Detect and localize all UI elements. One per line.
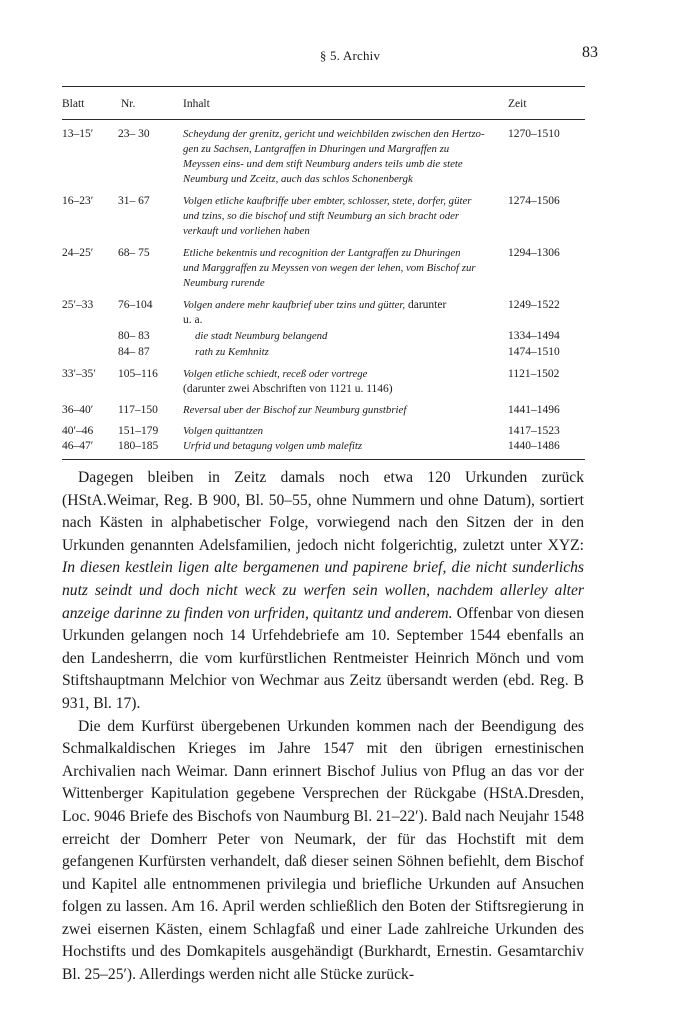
cell-inhalt [183, 127, 493, 187]
inhalt-line: verkauft und vorliehen haben [183, 225, 310, 237]
cell-nr: 105–116 [118, 368, 158, 380]
cell-inhalt [183, 298, 493, 328]
paragraph: Die dem Kurfürst übergebenen Urkunden kommen nach der Beendigung des Schmalkaldischen Krieges im Jahre 1547 mit den übrigen ernestinischen Archivalien nach Weimar. Dann erinnert Bischof Julius von Pflug an das vor der Wittenberger Kapitulation gegebene Versprechen der Rückgabe (HStA.Dresden, Loc. 9046 Briefe des Bischofs von Naumburg Bl. 21–22′). Bald nach Neujahr 1548 erreicht der Domherr Peter von Neumark, der für das Hochstift mit dem gefangenen Kurfürsten verhandelt, daß dieser seinen Söhnen befiehlt, dem Bischof und Kapitel alle entnommenen privilegia und briefliche Urkunden auf Ansuchen folgen zu lassen. Am 16. April werden schließlich den Boten der Stiftsregierung in zwei eisernen Kästen, einem Schlagfaß und einer Lade zahlreiche Urkunden des Hochstifts und des Domkapitels ausgehändigt (Burkhardt, Ernestin. Gesamtarchiv Bl. 25–25′). Allerdings werden nicht alle Stücke zurück- [62, 717, 584, 984]
inhalt-italic: Volgen etliche schiedt, receß oder vortrege [183, 368, 368, 380]
cell-blatt: 46–47′ [62, 440, 94, 452]
cell-blatt: 25′–33 [62, 299, 94, 311]
cell-inhalt: Reversal uber der Bischof zur Neumburg gunstbrief [183, 404, 407, 416]
cell-inhalt: Urfrid und betagung volgen umb malefitz [183, 440, 363, 452]
column-header-nr: Nr. [121, 98, 136, 110]
top-rule [62, 86, 585, 87]
cell-inhalt: rath zu Kemhnitz [195, 346, 269, 358]
inhalt-roman-line: u. a. [183, 314, 203, 326]
cell-blatt: 40′–46 [62, 425, 94, 437]
paragraph-text: Offenbar von diesen Urkunden gelangen noch 14 Urfehdebriefe am 10. September 1544 ebenfalls an den Landesherrn, die vom kurfürstlichen Rentmeister Heinrich Mönch und vom Stiftshauptmann Melchior von Wechmar aus Zeitz übersandt werden (ebd. Reg. B 931, Bl. 17). [62, 604, 584, 712]
inhalt-italic: Volgen andere mehr kaufbrief uber tzins und gütter, [183, 299, 406, 311]
cell-nr: 31– 67 [118, 195, 150, 207]
cell-inhalt: die stadt Neumburg belangend [195, 330, 328, 342]
body-text [62, 467, 584, 987]
inhalt-line: und Marggraffen zu Meyssen von wegen der lehen, vom Bischof zur [183, 262, 476, 274]
inhalt-line: Neumburg rurende [183, 277, 265, 289]
table-header [0, 98, 700, 114]
cell-blatt: 13–15′ [62, 128, 94, 140]
inhalt-line: Volgen etliche kaufbriffe uber embter, schlosser, stete, dorfer, güter [183, 195, 472, 207]
inhalt-line: Neumburg und Zceitz, auch das schlos Schonenbergk [183, 173, 413, 185]
cell-zeit: 1441–1496 [508, 404, 560, 416]
cell-nr: 180–185 [118, 440, 159, 452]
cell-zeit: 1294–1306 [508, 247, 560, 259]
column-header-inhalt: Inhalt [183, 98, 210, 110]
cell-zeit: 1249–1522 [508, 299, 560, 311]
inhalt-line: Scheydung der grenitz, gericht und weichbilden zwischen den Hertzo- [183, 128, 485, 140]
inhalt-line: Etliche bekentnis und recognition der Lantgraffen zu Dhuringen [183, 247, 461, 259]
inhalt-roman: darunter [405, 299, 447, 311]
column-header-blatt: Blatt [62, 98, 85, 110]
cell-inhalt: Volgen quittantzen [183, 425, 264, 437]
cell-zeit: 1270–1510 [508, 128, 560, 140]
running-head: § 5. Archiv [319, 48, 381, 63]
cell-nr: 68– 75 [118, 247, 150, 259]
cell-zeit: 1440–1486 [508, 440, 560, 452]
header-rule [62, 119, 585, 120]
cell-zeit: 1274–1506 [508, 195, 560, 207]
cell-nr: 23– 30 [118, 128, 150, 140]
bottom-rule [62, 459, 585, 460]
cell-blatt: 16–23′ [62, 195, 94, 207]
inhalt-line [183, 298, 493, 313]
inhalt-roman: (darunter zwei Abschriften von 1121 u. 1146) [183, 383, 393, 395]
inhalt-line: gen zu Sachsen, Lantgraffen in Dhuringen und Margraffen zu [183, 143, 450, 155]
cell-nr: 84– 87 [118, 346, 150, 358]
cell-inhalt [183, 194, 493, 239]
cell-nr: 117–150 [118, 404, 158, 416]
cell-inhalt [183, 367, 493, 397]
cell-nr: 76–104 [118, 299, 153, 311]
cell-blatt: 33′–35′ [62, 368, 96, 380]
cell-zeit: 1121–1502 [508, 368, 560, 380]
cell-zeit: 1474–1510 [508, 346, 560, 358]
paragraph-text: Dagegen bleiben in Zeitz damals noch etwa 120 Urkunden zurück (HStA.Weimar, Reg. B 900, Bl. 50–55, ohne Nummern und ohne Datum), sortiert nach Kästen in alphabetischer Folge, vorwiegend nach den Sitzen der in den Urkunden genannten Adelsfamilien, jedoch nicht folgerichtig, zuletzt unter XYZ: [62, 469, 584, 554]
cell-zeit: 1417–1523 [508, 425, 560, 437]
quotation: In diesen kestlein ligen alte bergamenen und papirene brief, die nicht sunderlichs nutz seindt und doch nicht weck zu werfen sein wollen, nachdem allerley alter anzeige darinne zu finden von urfriden, quitantz und anderem. [62, 559, 584, 622]
page-number: 83 [582, 44, 598, 61]
inhalt-line: und tzins, so die bischof und stift Neumburg an sich bracht oder [183, 210, 460, 222]
cell-nr: 151–179 [118, 425, 159, 437]
paragraph [62, 467, 584, 716]
inhalt-line: Meyssen eins- und dem stift Neumburg anders teils umb die stete [183, 158, 463, 170]
cell-blatt: 24–25′ [62, 247, 94, 259]
cell-blatt: 36–40′ [62, 404, 94, 416]
cell-zeit: 1334–1494 [508, 330, 560, 342]
column-header-zeit: Zeit [508, 98, 527, 110]
cell-inhalt [183, 246, 493, 291]
cell-nr: 80– 83 [118, 330, 150, 342]
